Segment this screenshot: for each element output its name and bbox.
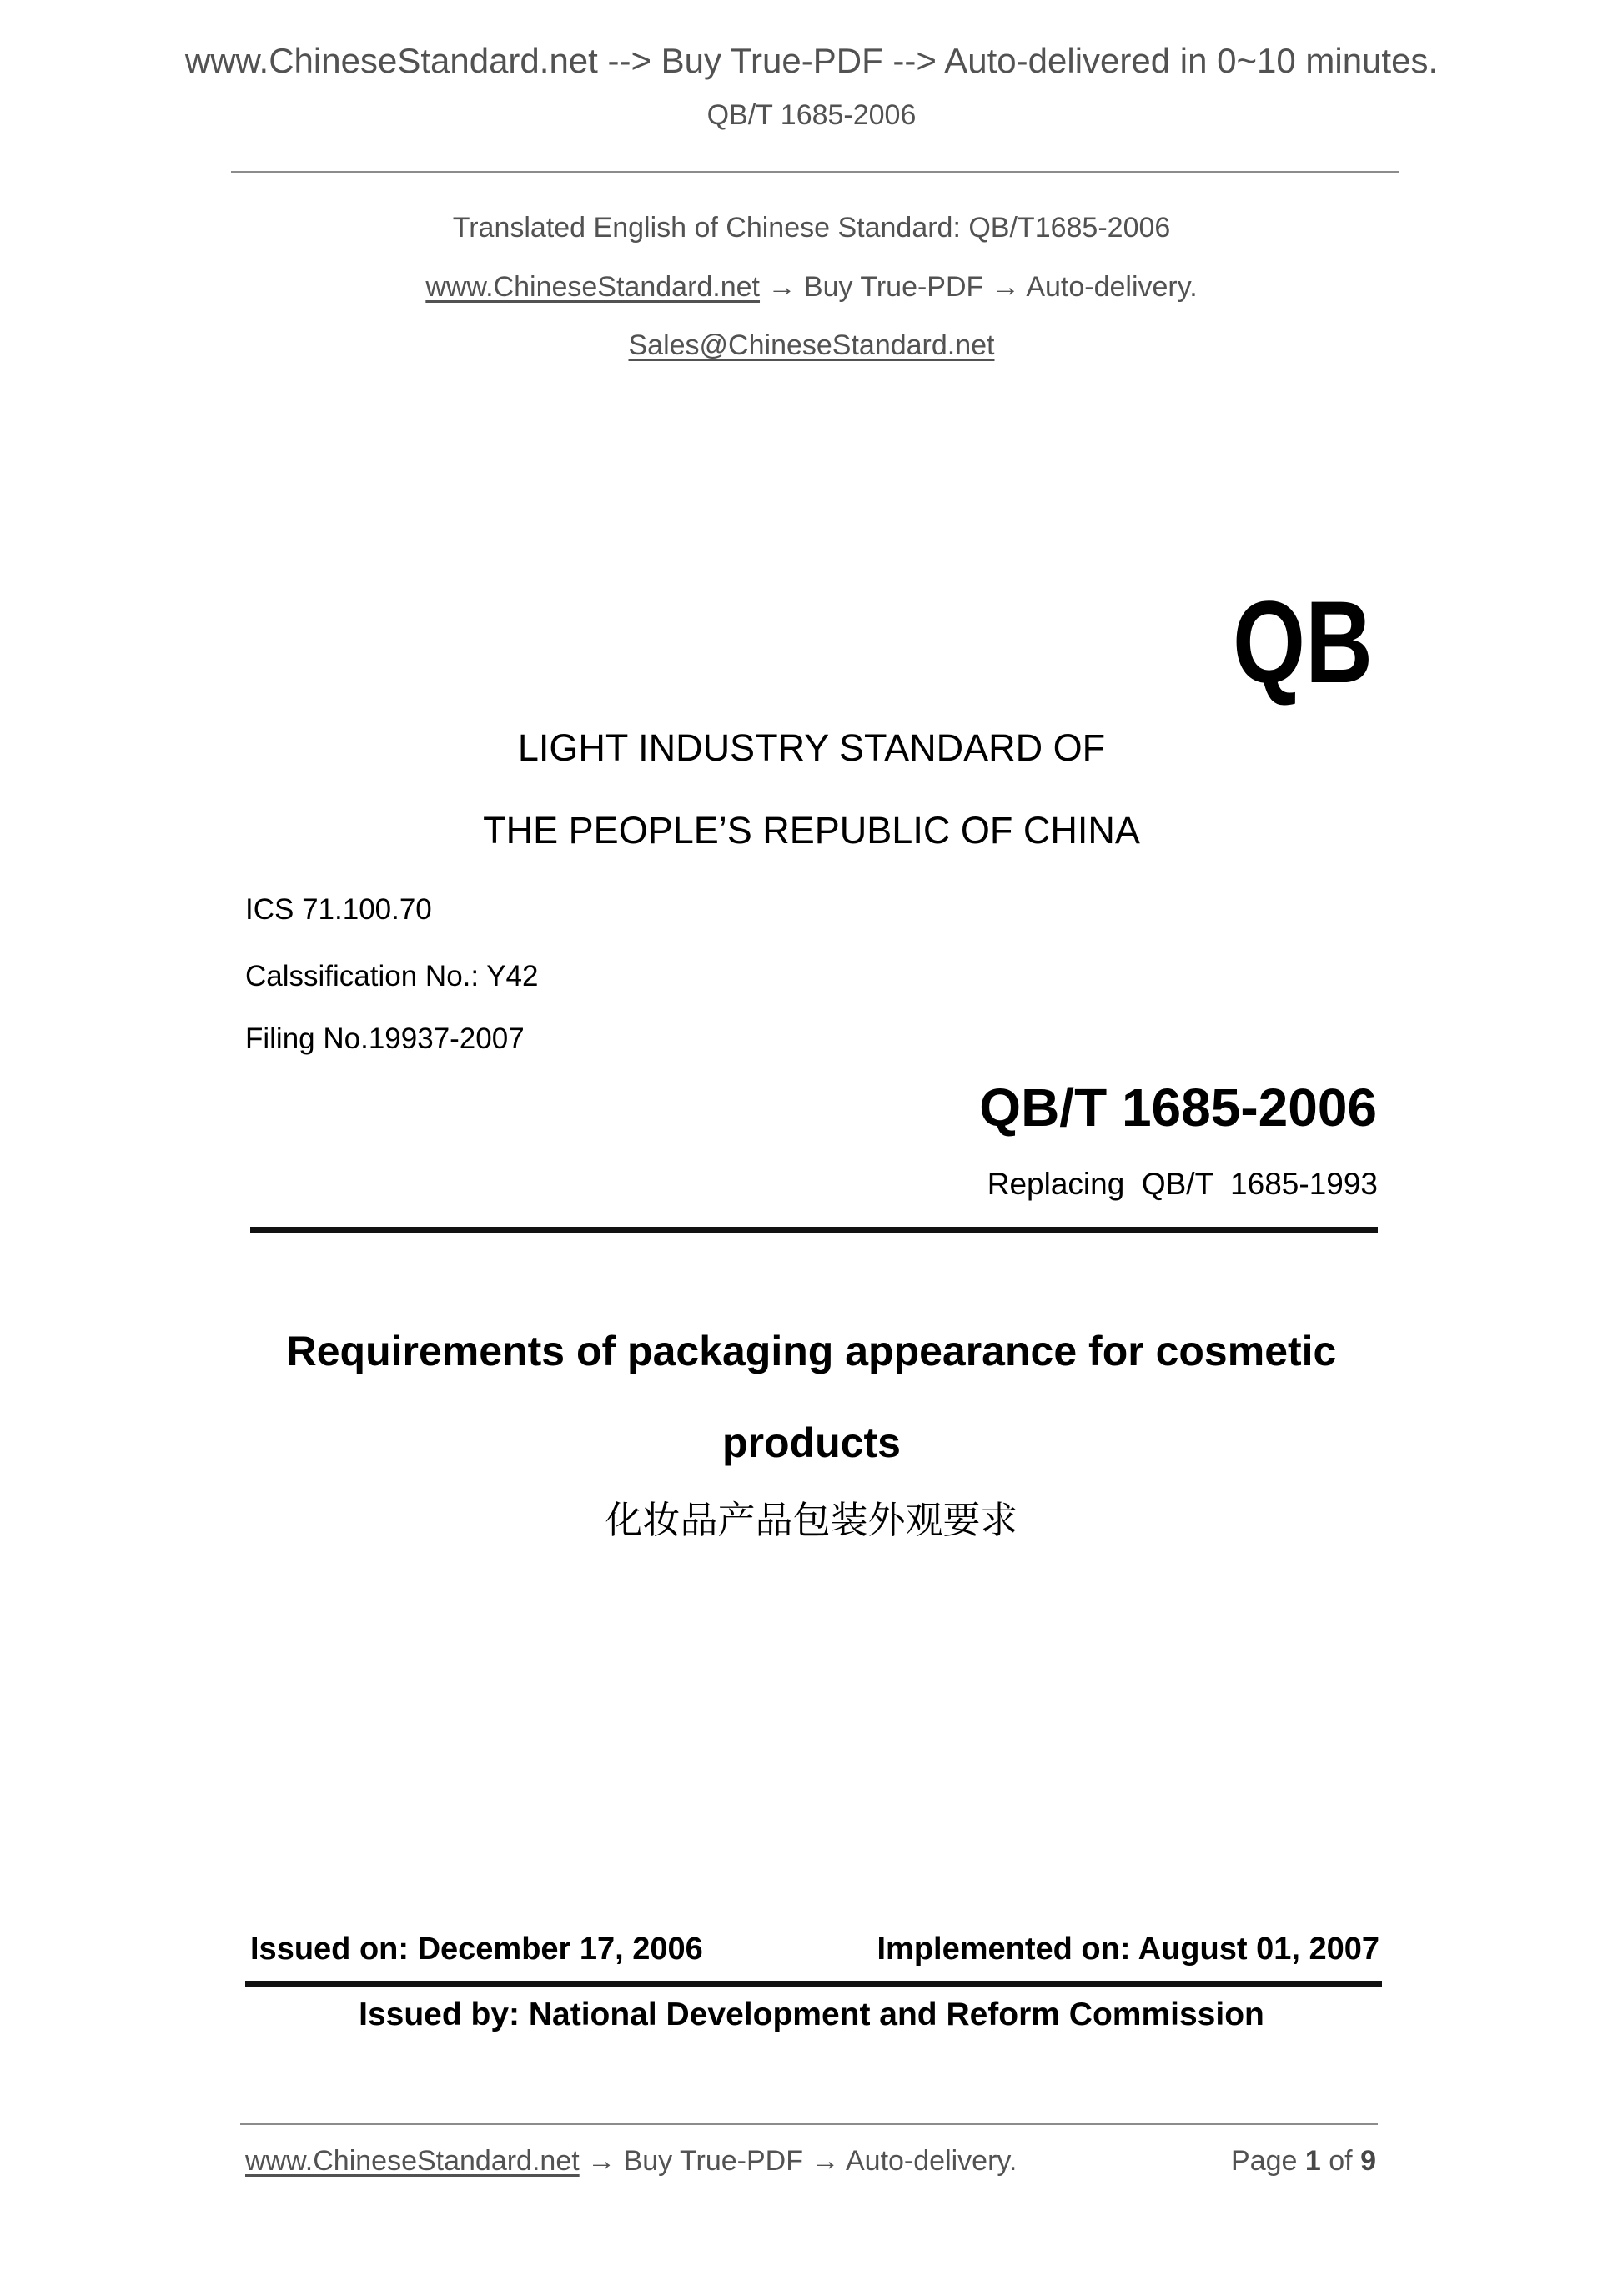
doc-title-zh: 化妆品产品包装外观要求 — [605, 1499, 1018, 1541]
replacing-note: Replacing QB/T 1685-1993 — [987, 1167, 1378, 1201]
site-link[interactable]: www.ChineseStandard.net — [425, 271, 761, 303]
issued-on-date: Issued on: December 17, 2006 — [250, 1932, 703, 1967]
filing-no: Filing No.19937-2007 — [245, 1022, 525, 1055]
email-link[interactable]: Sales@ChineseStandard.net — [628, 329, 995, 361]
footer-divider — [240, 2123, 1378, 2125]
page-current: 1 — [1304, 2145, 1321, 2177]
doc-title-en-line2: products — [722, 1419, 901, 1466]
translated-note: Translated English of Chinese Standard: QB/T1685-2006 — [452, 212, 1171, 244]
header-doc-code: QB/T 1685-2006 — [706, 99, 917, 131]
buy-line — [0, 273, 1623, 301]
issuance-dates-row — [250, 1933, 1379, 1965]
qb-logo: QB — [1233, 576, 1373, 707]
buy-line-rest: → Buy True-PDF → Auto-delivery. — [760, 271, 1198, 303]
page-label: Page — [1231, 2145, 1305, 2177]
standard-code: QB/T 1685-2006 — [979, 1078, 1377, 1138]
footer-buy-line-rest: → Buy True-PDF → Auto-delivery. — [579, 2145, 1018, 2177]
issuance-divider — [245, 1981, 1382, 1987]
page-indicator — [1231, 2147, 1376, 2175]
issued-by: Issued by: National Development and Reform Commission — [359, 1997, 1264, 2032]
footer-site-link[interactable]: www.ChineseStandard.net — [245, 2145, 580, 2177]
ics-code: ICS 71.100.70 — [245, 893, 432, 926]
classification-no: Calssification No.: Y42 — [245, 960, 539, 992]
header-divider — [231, 171, 1399, 173]
footer-buy-line — [245, 2147, 1017, 2175]
email-line — [0, 331, 1623, 359]
org-line-1: LIGHT INDUSTRY STANDARD OF — [517, 726, 1106, 769]
page-total: 9 — [1360, 2145, 1376, 2177]
top-banner-text: www.ChineseStandard.net --> Buy True-PDF --> Auto-delivered in 0~10 minutes. — [184, 41, 1439, 80]
doc-title-en-line1: Requirements of packaging appearance for cosmetic — [286, 1328, 1337, 1374]
implemented-on-date: Implemented on: August 01, 2007 — [877, 1932, 1379, 1967]
footer-row — [245, 2147, 1376, 2175]
org-line-2: THE PEOPLE’S REPUBLIC OF CHINA — [483, 809, 1140, 852]
page-of-label: of — [1320, 2145, 1361, 2177]
standard-code-divider — [250, 1227, 1378, 1233]
